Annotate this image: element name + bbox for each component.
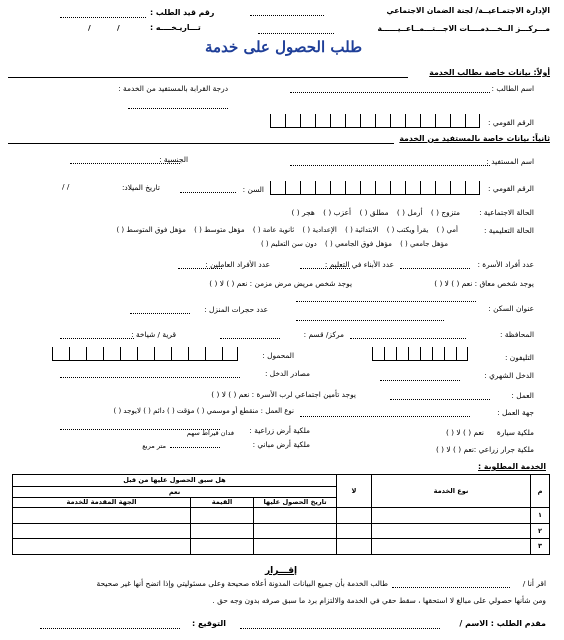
income-sources-field[interactable] bbox=[60, 377, 240, 378]
applicant-name-field[interactable] bbox=[290, 92, 490, 93]
car-owner-field[interactable]: نعم ( ) لا ( ) bbox=[445, 428, 484, 437]
rooms-label: عدد حجرات المنزل : bbox=[204, 305, 268, 314]
col-type-header: نوع الخدمة bbox=[372, 475, 531, 508]
table-row[interactable]: ٣ bbox=[13, 539, 550, 555]
birth-date-field[interactable]: / / bbox=[62, 182, 70, 191]
education-option[interactable]: أمي ( ) bbox=[436, 226, 458, 234]
chronic-patient-field[interactable]: يوجد شخص مريض مرض مزمن : نعم ( ) لا ( ) bbox=[209, 279, 352, 288]
department-line[interactable] bbox=[250, 15, 324, 16]
services-table bbox=[12, 474, 550, 555]
table-row[interactable]: ٢ bbox=[13, 523, 550, 539]
land-units: فدان قيراط سهم bbox=[186, 429, 234, 437]
governorate-field[interactable] bbox=[350, 338, 466, 339]
mobile-label: المحمول : bbox=[262, 351, 294, 360]
marital-options[interactable] bbox=[286, 209, 460, 216]
relation-field[interactable] bbox=[128, 108, 228, 109]
family-count-field[interactable] bbox=[400, 268, 470, 269]
beneficiary-name-field[interactable] bbox=[290, 165, 490, 166]
age-field[interactable] bbox=[180, 192, 236, 193]
tractor-label: ملكية جرار زراعي : bbox=[473, 445, 534, 454]
education-option[interactable]: يقرأ ويكتب ( ) bbox=[386, 226, 429, 234]
declaration-text-2: ومن شأنها حصولي على مبالغ لا استحقها ، سقط حقي في الخدمة والالتزام برد ما سبق صرفه بدون وجه حق . bbox=[212, 596, 546, 605]
education-option[interactable]: الإعدادية ( ) bbox=[302, 226, 337, 234]
declaration-heading: إقـــرار bbox=[265, 566, 298, 576]
education-option[interactable]: دون سن التعليم ( ) bbox=[260, 240, 317, 248]
farm-land-label: ملكية أرض زراعية : bbox=[249, 426, 310, 435]
phone-boxes[interactable] bbox=[372, 346, 468, 361]
section2-heading: ثانياً: بيانات خاصة بالمستفيد من الخدمة bbox=[399, 134, 550, 143]
nationality-field[interactable] bbox=[70, 163, 180, 164]
col-yes-header: نعم bbox=[13, 487, 337, 498]
form-title: طلب الحصول على خدمة bbox=[205, 38, 363, 56]
mobile-boxes[interactable] bbox=[52, 346, 238, 361]
employer-field[interactable] bbox=[300, 416, 470, 417]
work-label: العمل : bbox=[511, 391, 534, 400]
applicant-signature-name-field[interactable] bbox=[240, 628, 440, 629]
village-label: قرية / شياخة : bbox=[131, 330, 176, 339]
section2-rule bbox=[8, 143, 394, 144]
education-options[interactable] bbox=[110, 227, 458, 234]
header-center: مـــركـــز الــخـــدمــــات الاجـــتـــمــاعــيــــــة bbox=[377, 24, 550, 33]
request-number-field[interactable] bbox=[60, 17, 146, 18]
family-count-label: عدد أفراد الأسرة : bbox=[477, 260, 534, 269]
village-field[interactable] bbox=[60, 338, 134, 339]
beneficiary-name-label: اسم المستفيد : bbox=[486, 157, 534, 166]
national-id-boxes[interactable] bbox=[270, 113, 480, 128]
education-option[interactable]: مؤهل فوق المتوسط ( ) bbox=[116, 226, 186, 234]
birth-date-label: تاريخ الميلاد: bbox=[121, 183, 160, 192]
beneficiary-national-id-label: الرقم القومي : bbox=[487, 184, 534, 193]
address-field-2[interactable] bbox=[296, 320, 444, 321]
center-line[interactable] bbox=[258, 33, 334, 34]
social-insurance-field[interactable]: يوجد تأمين اجتماعي لرب الأسرة : نعم ( ) لا ( ) bbox=[211, 390, 356, 399]
education-label: الحالة التعليمية : bbox=[484, 226, 534, 235]
tractor-field[interactable]: نعم ( ) لا ( ) bbox=[435, 445, 474, 454]
col-no-header: لا bbox=[337, 475, 372, 508]
building-land-field[interactable] bbox=[170, 447, 220, 448]
services-heading: الخدمة المطلوبة : bbox=[478, 462, 546, 471]
children-in-school-label: عدد الأبناء في التعليم : bbox=[324, 260, 394, 269]
center-field[interactable] bbox=[220, 338, 280, 339]
declaration-text-start: اقر أنا / bbox=[522, 579, 546, 588]
building-land-label: ملكية أرض مباني : bbox=[252, 440, 310, 449]
marital-option[interactable]: هجر ( ) bbox=[291, 208, 315, 217]
address-label: عنوان السكن : bbox=[488, 304, 534, 313]
marital-option[interactable]: أرمل ( ) bbox=[396, 208, 423, 217]
working-members-field[interactable] bbox=[178, 268, 222, 269]
declarant-name-field[interactable] bbox=[392, 587, 510, 588]
education-options-2[interactable] bbox=[255, 241, 448, 248]
monthly-income-label: الدخل الشهري : bbox=[484, 371, 534, 380]
national-id-label: الرقم القومي : bbox=[487, 118, 534, 127]
address-field[interactable] bbox=[296, 301, 476, 302]
age-label: السن : bbox=[242, 185, 264, 194]
table-row[interactable]: ١ bbox=[13, 508, 550, 524]
income-sources-label: مصادر الدخل : bbox=[264, 369, 310, 378]
col-date-header: تاريخ الحصول عليها bbox=[254, 498, 337, 508]
marital-label: الحالة الاجتماعية : bbox=[479, 208, 534, 217]
marital-option[interactable]: مطلق ( ) bbox=[359, 208, 389, 217]
children-in-school-field[interactable] bbox=[300, 268, 350, 269]
section1-heading: أولاً: بيانات خاصة بطالب الخدمة bbox=[429, 68, 550, 77]
applicant-signature-name-label: مقدم الطلب : الاسم / bbox=[459, 619, 546, 628]
applicant-name-label: اسم الطالب : bbox=[491, 84, 534, 93]
car-owner-label: ملكية سيارة bbox=[496, 428, 534, 437]
education-option[interactable]: الابتدائية ( ) bbox=[345, 226, 379, 234]
request-date-label: تـــاريـخــــه : bbox=[150, 23, 201, 32]
center-label: مركز/ قسم : bbox=[303, 330, 344, 339]
work-type-field[interactable]: نوع العمل : منقطع أو موسمي ( ) مؤقت ( ) دائم ( ) لايوجد ( ) bbox=[113, 407, 294, 415]
col-provider-header: الجهة المقدمة للخدمة bbox=[13, 498, 191, 508]
working-members-label: عدد الأفراد العاملين : bbox=[205, 260, 270, 269]
monthly-income-field[interactable] bbox=[380, 380, 460, 381]
farm-land-field[interactable] bbox=[60, 429, 220, 430]
education-option[interactable]: مؤهل فوق الجامعي ( ) bbox=[325, 240, 392, 248]
governorate-label: المحافظة : bbox=[500, 330, 534, 339]
marital-option[interactable]: أعزب ( ) bbox=[323, 208, 352, 217]
request-number-label: رقم قيد الطلب : bbox=[150, 8, 215, 17]
beneficiary-national-id-boxes[interactable] bbox=[270, 180, 480, 195]
col-prev-header: هل سبق الحصول عليها من قبل bbox=[13, 475, 337, 487]
rooms-field[interactable] bbox=[130, 313, 190, 314]
employer-label: جهة العمل : bbox=[497, 408, 534, 417]
disabled-person-field[interactable]: يوجد شخص معاق : نعم ( ) لا ( ) bbox=[434, 279, 534, 288]
col-num-header: م bbox=[531, 475, 550, 508]
education-option[interactable]: مؤهل متوسط ( ) bbox=[194, 226, 245, 234]
nationality-label: الجنسية : bbox=[159, 155, 188, 164]
signature-label: التوقيع : bbox=[192, 619, 226, 628]
education-option[interactable]: ثانوية عامة ( ) bbox=[252, 226, 295, 234]
phone-label: التليفون : bbox=[504, 353, 534, 362]
header-department: الإدارة الاجتمـاعيــة/ لجنة الضمان الاجتماعي bbox=[386, 6, 550, 15]
marital-option[interactable]: متزوج ( ) bbox=[430, 208, 460, 217]
declaration-text: طالب الخدمة بأن جميع البيانات المدونة أعلاه صحيحة وعلى مسئوليتي وإذا اتضح أنها غير صحيحة bbox=[96, 579, 388, 588]
col-value-header: القيمة bbox=[191, 498, 254, 508]
relation-label: درجة القرابة بالمستفيد من الخدمة : bbox=[118, 84, 228, 93]
education-option[interactable]: مؤهل جامعي ( ) bbox=[400, 240, 448, 248]
date-slash: / bbox=[88, 23, 91, 32]
date-slash: / bbox=[117, 23, 120, 32]
sqm-unit: متر مربع bbox=[142, 442, 166, 450]
work-field[interactable] bbox=[390, 399, 490, 400]
signature-field[interactable] bbox=[40, 628, 180, 629]
section1-rule bbox=[8, 77, 408, 78]
